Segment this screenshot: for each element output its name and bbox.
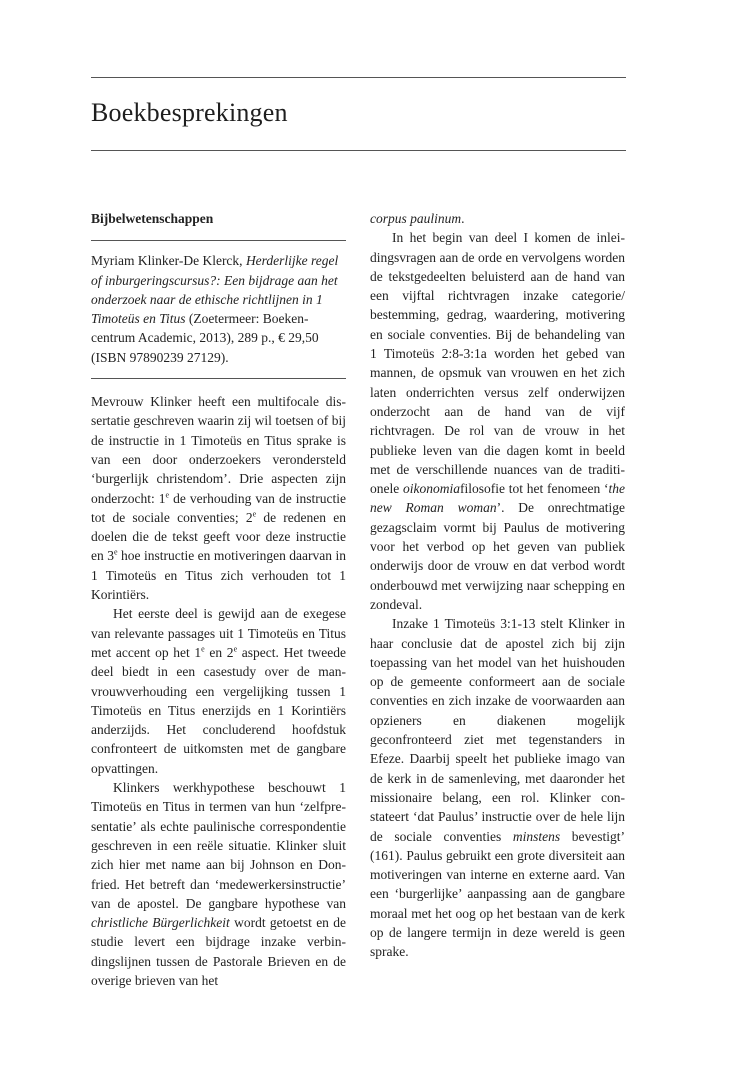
section-rule [91,240,346,241]
italic-term: corpus paulinum [370,211,462,226]
superscript: e [201,644,205,654]
text-run: wordt getoetst en de studie levert een bijdrage inzake verbindingslijnen tussen de Pastorale Brieven en de overige brieven van het [91,915,346,988]
text-run: Klinkers werkhypothese beschouwt 1 Timoteüs en Titus in termen van hun ‘zelfpresentatie’ als echte paulinische correspondentie geschreven in een reële situatie. Klinker sluit zich hier met name aan bij Johnson en Donfried. Het betreft dan ‘medewerkersinstructie’ van de apostel. De gangbare hypothese van [91,780,346,911]
text-run: . [461,211,465,226]
citation-details: (Zoetermeer: Boekencentrum Academic, 2013), 289 p., € 29,50 (ISBN 97890239 27129). [91,311,319,365]
paragraph-3 [91,778,346,990]
paragraph-4 [370,228,625,614]
italic-term: christliche Bürgerlichkeit [91,915,230,931]
text-run: In het begin van deel I komen de inleidingsvragen aan de orde en vervolgens worden de tekstgedeelten beluisterd aan de hand van een vijftal richtvragen inzake categorie/ bestemming, gedrag, waardering, motivering en sociale conventies. Bij de behandeling van 1 Timoteüs 2:8-3:1a worden het gebed van mannen, de opsmuk van vrouwen en het zich laten onderrichten versus zelf onderwijzen onderzocht aan de hand van de vijf richtvragen. De rol van de vrouw in het publieke leven van die dagen komt in beeld met de verschillende nuances van de traditionele [370,230,625,497]
text-run: filosofie tot het fenomeen ‘ [460,481,609,497]
superscript: e [233,644,238,654]
text-run: Inzake 1 Timoteüs 3:1-13 stelt Klinker in haar conclusie dat de apostel zich bij zijn toepassing van het model van het huishouden op de gemeente conformeert aan de sociale conventies en zich inzake de voorwaarden aan opzieners en diakenen mogelijk geconfronteerd ziet met tegenstanders in Efeze. Daarbij speelt het publieke imago van de kerk in de samenleving, met daaronder het missionaire belang, een rol. Klinker constateert ‘dat Paulus’ instructie over de hele lijn de sociale conventies [370,616,625,844]
page-title: Boekbesprekingen [91,98,288,127]
paragraph-5 [370,614,625,961]
paragraph-2 [91,604,346,778]
text-run: de verhouding van de instructie tot de sociale conventies; 2 [91,490,346,525]
book-citation [91,251,346,367]
paragraph-3-continued [370,209,625,228]
text-run: aspect. Het tweede deel biedt in een casestudy over de man-vrouwverhouding een vergelijking tussen 1 Timoteüs en Titus enerzijds en 1 Korintiërs anderzijds. Het concluderend hoofdstuk confronteert de uitkomsten met de gangbare opvattingen. [91,644,346,776]
superscript: e [165,490,170,500]
superscript: e [113,547,118,557]
text-run: Mevrouw Klinker heeft een multifocale dissertatie geschreven waarin zij wil toetsen of bij de instructie in 1 Timoteüs en Titus sprake is van een door onderzoekers verondersteld ‘burgerlijk christendom’. Drie aspecten zijn onderzocht: 1 [91,394,346,506]
superscript: e [252,509,257,519]
italic-term: oikonomia [403,481,460,497]
top-rule [91,77,626,78]
text-run: ’. De onrechtmatige gezagsclaim vormt bij Paulus de motivering voor het verbod op het geven van publiek onderwijs door de vrouw en dat verbod wordt onderbouwd met verwijzing naar schepping en zondeval. [370,500,626,612]
text-run: hoe instructie en motiveringen daarvan in 1 Timoteüs en Titus zich verhouden tot 1 Korintiërs. [91,548,346,603]
italic-term: minstens [512,828,561,844]
text-run: bevestigt’ (161). Paulus gebruikt een grote diversiteit aan motiveringen van interne en externe aard. Van een ‘burgerlijke’ aanpassing aan de gangbare moraal met het oog op het bestaan van de kerk op de langere termijn in deze wereld is geen sprake. [370,828,625,960]
text-run: en 2 [204,644,234,660]
text-run: Het eerste deel is gewijd aan de exegese van relevante passages uit 1 Timoteüs en Titus met accent op het 1 [91,606,346,660]
italic-term: the new Roman woman [370,481,625,516]
paragraph-1 [91,392,346,604]
text-run: de redenen en doelen die de tekst geeft voor deze instructie en 3 [91,509,346,564]
left-column [91,209,346,990]
citation-author: Myriam Klinker-De Klerck, [91,253,246,269]
section-title: Bijbelwetenschappen [91,211,214,226]
right-column [370,209,625,962]
heading-rule [91,150,626,151]
citation-rule [91,378,346,379]
citation-title: Herderlijke regel of inburgeringscursus?: Een bijdrage aan het onderzoek naar de ethische richtlijnen in 1 Timoteüs en Titus [91,253,339,327]
